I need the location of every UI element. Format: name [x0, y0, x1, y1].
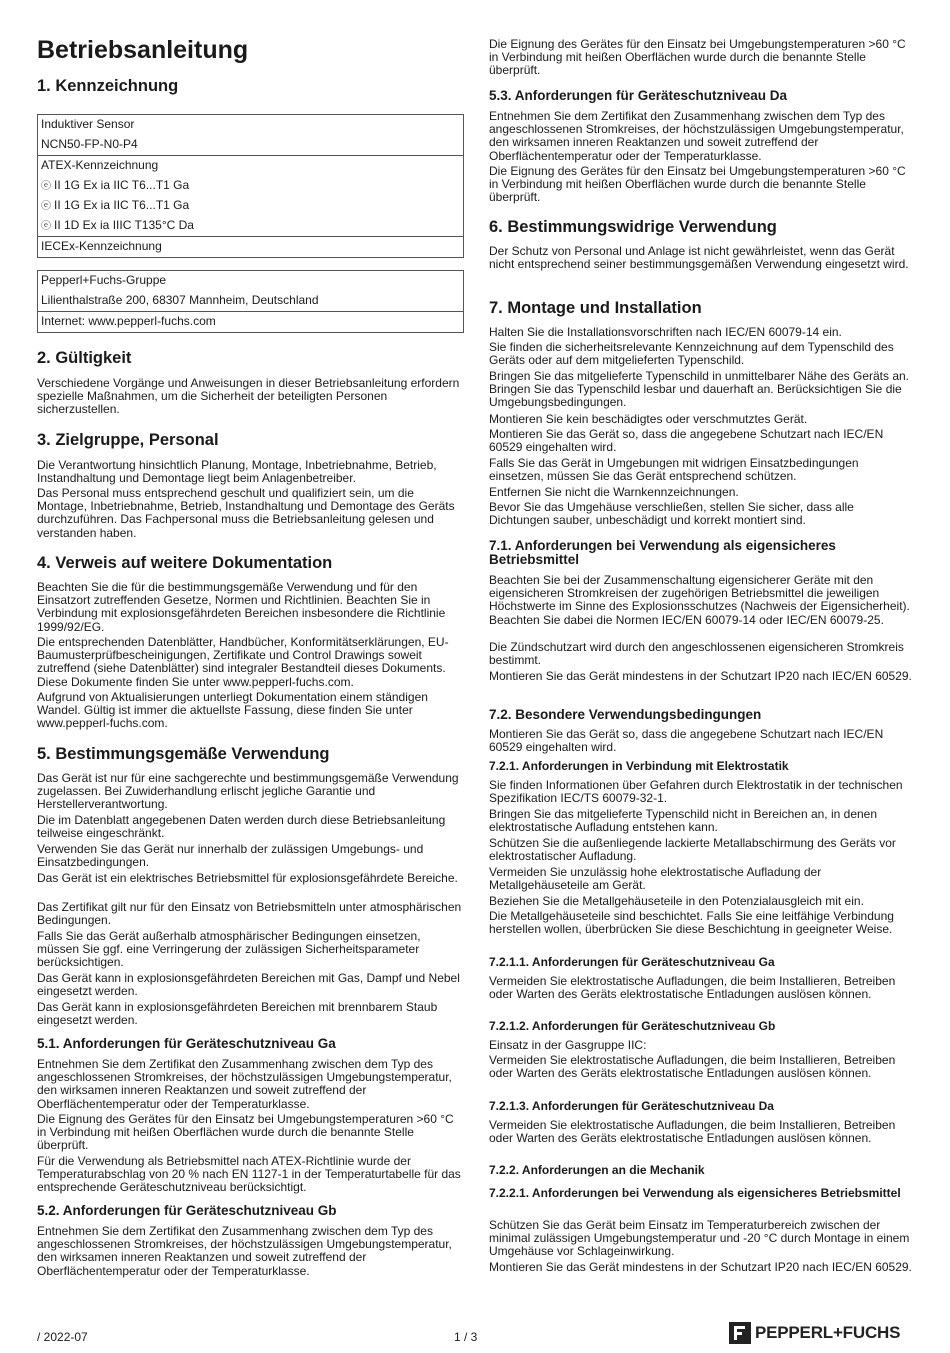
paragraph: Montieren Sie das Gerät so, dass die angegebene Schutzart nach IEC/EN 60529 eingehalten wird. [489, 727, 884, 755]
paragraph: Bringen Sie das mitgelieferte Typenschild nicht in Bereichen an, in denen elektrostatische Aufladung entstehen kann. [489, 807, 878, 835]
page-title: Betriebsanleitung [37, 36, 249, 64]
manufacturer-row: Internet: www.pepperl-fuchs.com [38, 311, 463, 332]
ex-marking-icon: ⓔ [41, 181, 51, 192]
marking-row: Induktiver Sensor [41, 117, 135, 131]
paragraph: Die Verantwortung hinsichtlich Planung, Montage, Inbetriebnahme, Betrieb, Instandhaltung und Demontage liegt beim Anlagenbetreiber. [37, 458, 437, 486]
paragraph: Vermeiden Sie elektrostatische Aufladungen, die beim Installieren, Betreiben oder Warten des Geräts elektrostatische Entladungen auslösen können. [489, 1053, 896, 1081]
paragraph: Die Metallgehäuseteile sind beschichtet. Falls Sie eine leitfähige Verbindung herstellen wollen, überbrücken Sie diese Beschichtung in geeigneter Weise. [489, 909, 894, 937]
section-heading-dokumentation: 4. Verweis auf weitere Dokumentation [37, 554, 333, 572]
paragraph: Entfernen Sie nicht die Warnkennzeichnungen. [489, 485, 739, 499]
section-heading-kennzeichnung: 1. Kennzeichnung [37, 77, 179, 95]
paragraph: Für die Verwendung als Betriebsmittel nach ATEX-Richtlinie wurde der Temperaturabschlag von 20 % nach EN 1127-1 in der Temperaturtabelle für das entsprechende Geräteschutzniveau berücksichtigt. [37, 1154, 461, 1195]
paragraph: Vermeiden Sie unzulässig hohe elektrostatische Aufladung der Metallgehäuseteile am Gerät. [489, 865, 822, 893]
paragraph: Das Gerät kann in explosionsgefährdeten Bereichen mit Gas, Dampf und Nebel eingesetzt werden. [37, 971, 460, 999]
logo-mark-icon [729, 1322, 751, 1344]
paragraph: Verschiedene Vorgänge und Anweisungen in dieser Betriebsanleitung erfordern spezielle Maßnahmen, um die Sicherheit der beteiligten Personen sicherzustellen. [37, 376, 460, 417]
paragraph: Entnehmen Sie dem Zertifikat den Zusammenhang zwischen dem Typ des angeschlossenen Stromkreises, der höchstzulässigen Umgebungstemperatur, den wirksamen inneren Reaktanzen und soweit zutreffend der Oberflächentemperatur oder der Temperaturklasse. [37, 1057, 452, 1111]
paragraph: Halten Sie die Installationsvorschriften nach IEC/EN 60079-14 ein. [489, 325, 842, 339]
paragraph: Beachten Sie die für die bestimmungsgemäße Verwendung und für den Einsatzort zutreffenden Gesetze, Normen und Richtlinien. Beachten Sie in Verbindung mit explosionsgefährdeten Bereichen insbesondere die Richtlinie 1999/92/EG. [37, 580, 446, 634]
paragraph: Aufgrund von Aktualisierungen unterliegt Dokumentation einem ständigen Wandel. Gültig ist immer die aktuellste Fassung, diese finden Sie unter www.pepperl-fuchs.com. [37, 690, 428, 731]
paragraph: Verwenden Sie das Gerät nur innerhalb der zulässigen Umgebungs- und Einsatzbedingungen. [37, 842, 424, 870]
paragraph: Vermeiden Sie elektrostatische Aufladungen, die beim Installieren, Betreiben oder Warten des Geräts elektrostatische Entladungen auslösen können. [489, 1118, 896, 1146]
marking-row: ⓔ II 1D Ex ia IIIC T135°C Da [41, 218, 194, 232]
subsection-heading: 7.1. Anforderungen bei Verwendung als eigensicheres Betriebsmittel [489, 538, 836, 567]
paragraph: Entnehmen Sie dem Zertifikat den Zusammenhang zwischen dem Typ des angeschlossenen Stromkreises, der höchstzulässigen Umgebungstemperatur, den wirksamen inneren Reaktanzen und soweit zutreffend der Oberflächentemperatur oder der Temperaturklasse. [489, 109, 904, 163]
marking-row: ATEX-Kennzeichnung [38, 155, 463, 176]
paragraph: Das Personal muss entsprechend geschult und qualifiziert sein, um die Montage, Inbetriebnahme, Betrieb, Instandhaltung und Demontage des Geräts durchzuführen. Das Fachpersonal muss die Betriebsanleitung gelesen und verstanden haben. [37, 486, 455, 540]
paragraph: Das Gerät kann in explosionsgefährdeten Bereichen mit brennbarem Staub eingesetzt werden. [37, 1000, 438, 1028]
paragraph: Schützen Sie die außenliegende lackierte Metallabschirmung des Geräts vor elektrostatischer Aufladung. [489, 836, 896, 864]
paragraph: Entnehmen Sie dem Zertifikat den Zusammenhang zwischen dem Typ des angeschlossenen Stromkreises, der höchstzulässigen Umgebungstemperatur, den wirksamen inneren Reaktanzen und soweit zutreffend der Oberflächentemperatur oder der Temperaturklasse. [37, 1224, 452, 1278]
subsection-heading: 5.3. Anforderungen für Geräteschutzniveau Da [489, 88, 788, 103]
subsubsection-heading: 7.2.1. Anforderungen in Verbindung mit Elektrostatik [489, 759, 789, 773]
paragraph: Einsatz in der Gasgruppe IIC: [489, 1038, 647, 1052]
paragraph: Das Gerät ist ein elektrisches Betriebsmittel für explosionsgefährdete Bereiche. [37, 871, 458, 885]
subsubsection-heading: 7.2.2. Anforderungen an die Mechanik [489, 1163, 705, 1177]
marking-box [37, 114, 464, 258]
subsubsection-heading: 7.2.1.1. Anforderungen für Geräteschutzniveau Ga [489, 955, 775, 969]
paragraph: Beziehen Sie die Metallgehäuseteile in den Potenzialausgleich mit ein. [489, 894, 864, 908]
marking-row: ⓔ II 1G Ex ia IIC T6...T1 Ga [41, 178, 190, 192]
paragraph: Der Schutz von Personal und Anlage ist nicht gewährleistet, wenn das Gerät nicht entsprechend seiner bestimmungsgemäßen Verwendung eingesetzt wird. [489, 244, 909, 272]
paragraph: Die entsprechenden Datenblätter, Handbücher, Konformitätserklärungen, EU-Baumusterprüfbescheinigungen, Zertifikate und Control Drawings soweit zutreffend (siehe Datenblätter) sind integraler Bestandteil dieses Dokuments. Diese Dokumente finden Sie unter www.pepperl-fuchs.com. [37, 635, 449, 689]
paragraph: Schützen Sie das Gerät beim Einsatz im Temperaturbereich zwischen der minimal zulässigen Umgebungstemperatur und -20 °C durch Montage in einem Umgehäuse vor Schlageinwirkung. [489, 1218, 910, 1259]
subsubsection-heading: 7.2.1.3. Anforderungen für Geräteschutzniveau Da [489, 1099, 774, 1113]
section-heading-gueltigkeit: 2. Gültigkeit [37, 349, 132, 367]
paragraph: Die Zündschutzart wird durch den angeschlossenen eigensicheren Stromkreis bestimmt. [489, 640, 904, 668]
paragraph: Die Eignung des Gerätes für den Einsatz bei Umgebungstemperaturen >60 °C in Verbindung mit heißen Oberflächen wurde durch die benannte Stelle überprüft. [489, 37, 906, 78]
ex-marking-icon: ⓔ [41, 201, 51, 212]
company-logo [729, 1322, 900, 1344]
paragraph: Montieren Sie kein beschädigtes oder verschmutztes Gerät. [489, 412, 808, 426]
section-heading-bestimmungswidrig: 6. Bestimmungswidrige Verwendung [489, 218, 777, 236]
footer-page-number: 1 / 3 [454, 1330, 478, 1344]
paragraph: Montieren Sie das Gerät mindestens in der Schutzart IP20 nach IEC/EN 60529. [489, 1260, 912, 1274]
manufacturer-row: Lilienthalstraße 200, 68307 Mannheim, Deutschland [41, 293, 319, 307]
paragraph: Die Eignung des Gerätes für den Einsatz bei Umgebungstemperaturen >60 °C in Verbindung mit heißen Oberflächen wurde durch die benannte Stelle überprüft. [37, 1112, 454, 1153]
subsection-heading: 5.2. Anforderungen für Geräteschutzniveau Gb [37, 1203, 337, 1218]
marking-row: IECEx-Kennzeichnung [38, 236, 463, 257]
section-heading-verwendung: 5. Bestimmungsgemäße Verwendung [37, 745, 330, 763]
manufacturer-box [37, 270, 464, 333]
ex-marking-icon: ⓔ [41, 221, 51, 232]
manufacturer-row: Pepperl+Fuchs-Gruppe [41, 273, 167, 287]
paragraph: Falls Sie das Gerät außerhalb atmosphärischer Bedingungen einsetzen, müssen Sie ggf. eine Verringerung der zulässigen Sicherheitsparameter berücksichtigen. [37, 929, 421, 970]
subsubsection-heading: 7.2.2.1. Anforderungen bei Verwendung als eigensicheres Betriebsmittel [489, 1186, 901, 1200]
paragraph: Sie finden die sicherheitsrelevante Kennzeichnung auf dem Typenschild des Geräts oder auf dem mitgelieferten Typenschild. [489, 340, 894, 368]
paragraph: Beachten Sie bei der Zusammenschaltung eigensicherer Geräte mit den eigensicheren Stromkreisen der zugehörigen Betriebsmittel die jeweiligen Höchstwerte im Sinne des Explosionsschutzes (Nachweis der Eigensicherheit). Beachten Sie dabei die Normen IEC/EN 60079-14 oder IEC/EN 60079-25. [489, 573, 910, 627]
paragraph: Die Eignung des Gerätes für den Einsatz bei Umgebungstemperaturen >60 °C in Verbindung mit heißen Oberflächen wurde durch die benannte Stelle überprüft. [489, 164, 906, 205]
paragraph: Sie finden Informationen über Gefahren durch Elektrostatik in der technischen Spezifikation IEC/TS 60079-32-1. [489, 778, 903, 806]
paragraph: Vermeiden Sie elektrostatische Aufladungen, die beim Installieren, Betreiben oder Warten des Geräts elektrostatische Entladungen auslösen können. [489, 974, 896, 1002]
subsection-heading: 7.2. Besondere Verwendungsbedingungen [489, 707, 762, 722]
section-heading-zielgruppe: 3. Zielgruppe, Personal [37, 431, 219, 449]
paragraph: Bevor Sie das Umgehäuse verschließen, stellen Sie sicher, dass alle Dichtungen sauber, unbeschädigt und korrekt montiert sind. [489, 500, 854, 528]
paragraph: Montieren Sie das Gerät mindestens in der Schutzart IP20 nach IEC/EN 60529. [489, 669, 912, 683]
logo-text: PEPPERL+FUCHS [755, 1323, 901, 1342]
paragraph: Montieren Sie das Gerät so, dass die angegebene Schutzart nach IEC/EN 60529 eingehalten wird. [489, 427, 884, 455]
footer-date: / 2022-07 [37, 1330, 88, 1344]
section-heading-montage: 7. Montage und Installation [489, 299, 702, 317]
paragraph: Die im Datenblatt angegebenen Daten werden durch diese Betriebsanleitung teilweise eingeschränkt. [37, 813, 446, 841]
paragraph: Falls Sie das Gerät in Umgebungen mit widrigen Einsatzbedingungen einsetzen, müssen Sie das Gerät entsprechend schützen. [489, 456, 859, 484]
marking-row: ⓔ II 1G Ex ia IIC T6...T1 Ga [41, 198, 190, 212]
paragraph: Bringen Sie das mitgelieferte Typenschild in unmittelbarer Nähe des Geräts an. Bringen Sie das Typenschild lesbar und dauerhaft an. Berücksichtigen Sie die Umgebungsbedingungen. [489, 369, 910, 410]
subsubsection-heading: 7.2.1.2. Anforderungen für Geräteschutzniveau Gb [489, 1019, 776, 1033]
subsection-heading: 5.1. Anforderungen für Geräteschutzniveau Ga [37, 1036, 336, 1051]
paragraph: Das Gerät ist nur für eine sachgerechte und bestimmungsgemäße Verwendung zugelassen. Bei Zuwiderhandlung erlischt jegliche Garantie und Herstellerverantwortung. [37, 771, 459, 812]
marking-row: NCN50-FP-N0-P4 [41, 137, 138, 151]
paragraph: Das Zertifikat gilt nur für den Einsatz von Betriebsmitteln unter atmosphärischen Bedingungen. [37, 900, 462, 928]
